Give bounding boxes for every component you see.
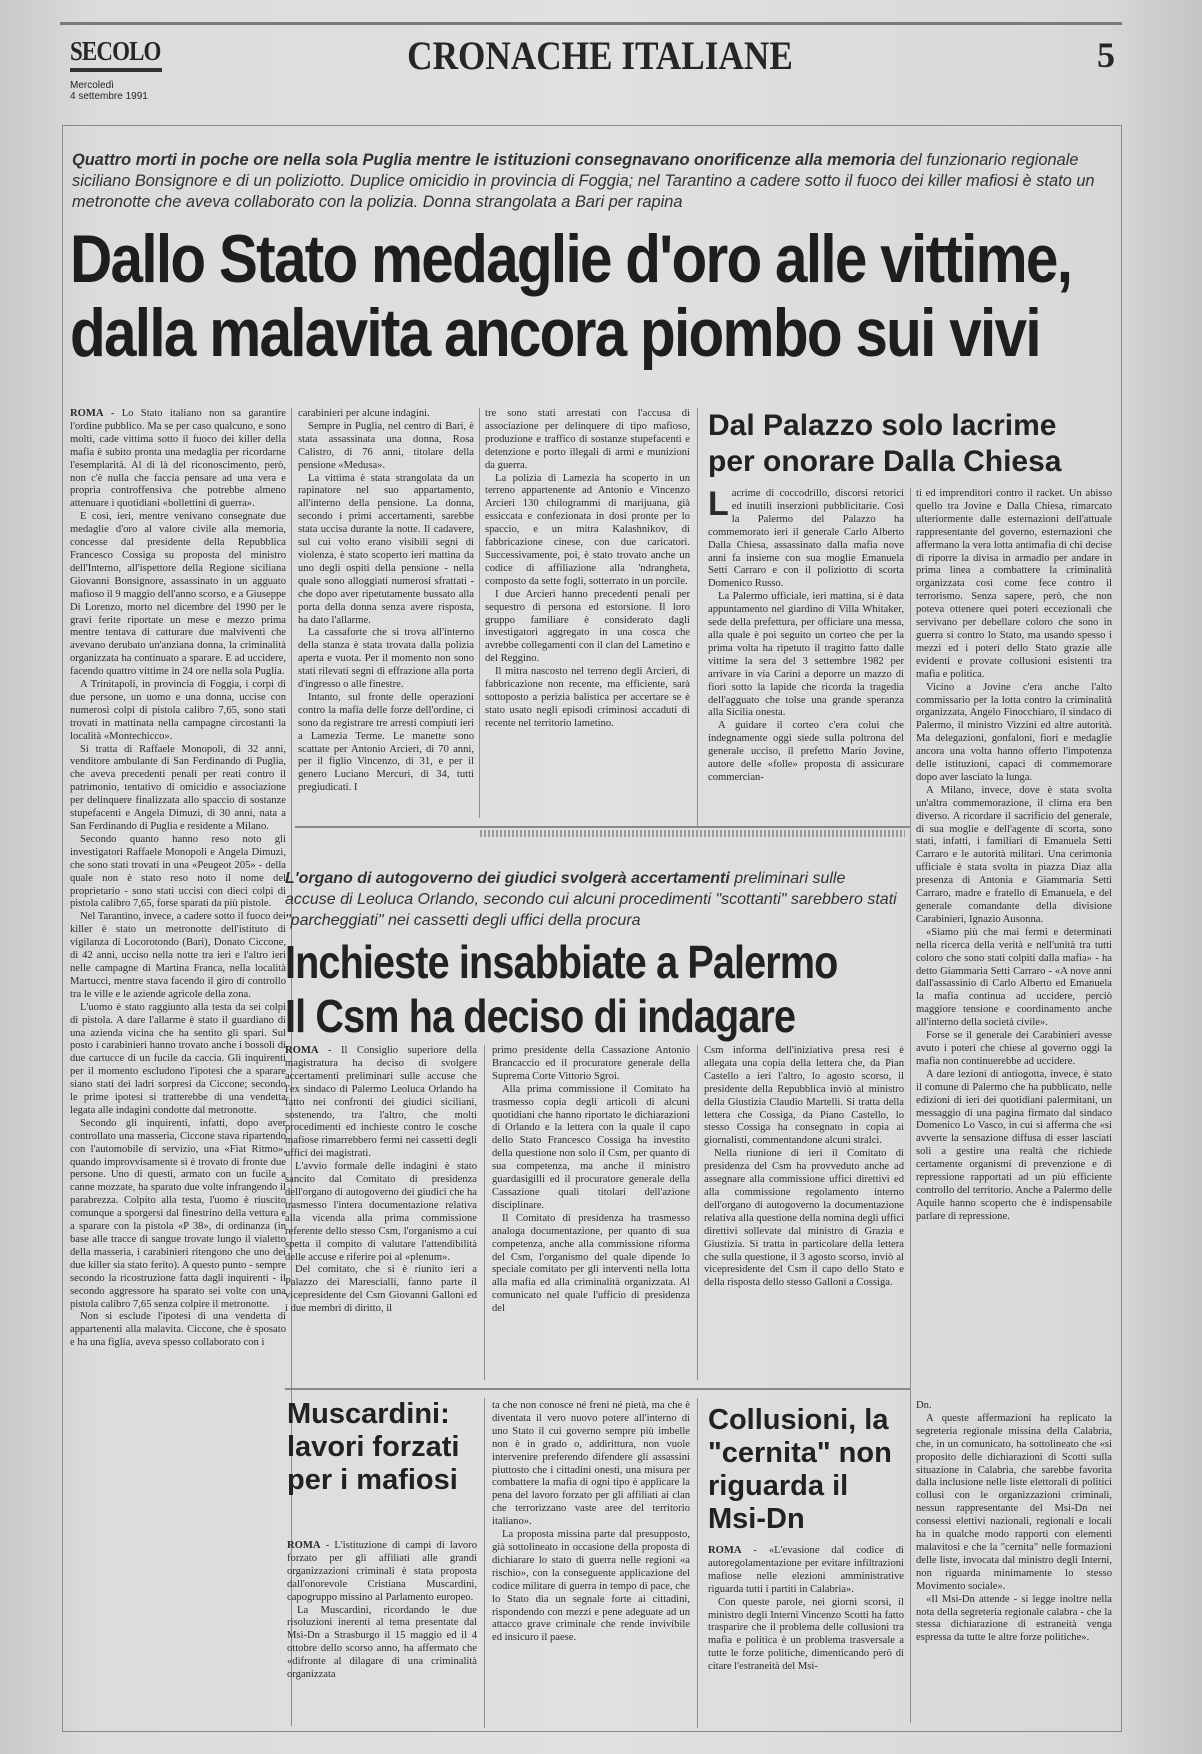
muscardini-column-2 bbox=[492, 1400, 690, 1728]
paragraph: ROMA - L'istituzione di campi di lavoro forzato per gli affiliati alle grandi organizzazioni criminali è stata proposta dall'onorevole Cristiana Muscardini, capogruppo missino al Parlamento europeo. bbox=[287, 1540, 477, 1603]
lead-headline bbox=[70, 221, 1072, 371]
section-title: CRONACHE ITALIANE bbox=[407, 33, 793, 78]
lead-kicker-bold: Quattro morti in poche ore nella sola Puglia mentre le istituzioni consegnavano onorificenze alla memoria bbox=[72, 151, 896, 169]
date-full: 4 settembre 1991 bbox=[70, 91, 148, 102]
lead-column-3 bbox=[485, 408, 690, 818]
column-divider bbox=[484, 1045, 485, 1380]
column-divider bbox=[910, 488, 911, 1723]
dateline: ROMA bbox=[70, 408, 104, 419]
dateline: ROMA bbox=[708, 1545, 742, 1556]
collusioni-column-1 bbox=[708, 1545, 904, 1728]
paragraph: L'avvio formale delle indagini è stato sancito dal Comitato di presidenza dell'organo di autogoverno dei giudici che ha trasmesso l'intera documentazione relativa alla vicenda alla prima commissione referente dello stesso Csm, l'organismo a cui spetta il compito di valutare l'attendibilità delle accuse e riferire poi al «plenum». bbox=[285, 1161, 477, 1263]
column-divider bbox=[697, 1398, 698, 1728]
column-divider bbox=[484, 1398, 485, 1728]
muscardini-headline: Muscardini: lavori forzati per i mafiosi bbox=[287, 1398, 460, 1496]
paragraph: Vicino a Jovine c'era anche l'alto commissario per la lotta contro la criminalità organizzata, Angelo Finocchiaro, il sindaco di Palermo, il ministro Vizzini ed altre autorità. Ma delegazioni, gonfaloni, fiori e medaglie ancora una volta hanno offerto l'impotenza delle istituzioni, capaci di commemorare dopo aver lasciato la lunga. bbox=[916, 681, 1112, 783]
lead-column-1 bbox=[70, 408, 286, 1726]
paragraph: ROMA - «L'evasione dal codice di autoregolamentazione per evitare infiltrazioni mafiose nelle elezioni amministrative riguarda tutti i partiti in Calabria». bbox=[708, 1545, 904, 1595]
paragraph: A Milano, invece, dove è stata svolta un'altra commemorazione, il clima era ben diverso. A ricordare il sacrificio del generale, di sua moglie e dell'agente di scorta, sono stati, infatti, i familiari di Emanuela Setti Carraro e le autorità militari. Una cerimonia ufficiale è stata svolta in piazza Diaz alla presenza di Antonia e Giammaria Setti Carraro, madre e fratello di Emanuela, e del generale comandante della divisione Carabinieri, Ignazio Ausonna. bbox=[916, 784, 1112, 925]
palazzo-headline-line1: Dal Palazzo solo lacrime bbox=[708, 409, 1057, 442]
csm-headline bbox=[285, 935, 887, 1043]
csm-headline-line2: Il Csm ha deciso di indagare bbox=[285, 990, 796, 1042]
paragraph: Non si esclude l'ipotesi di una vendetta di appartenenti alla malavita. Ciccone, che è sposato e ha una figlia, aveva spesso collaborato con i bbox=[70, 1311, 286, 1349]
paragraph: Con queste parole, nei giorni scorsi, il ministro degli Interni Vincenzo Scotti ha fatto trasparire che il problema delle collusioni tra mafia e politica è un problema trasversale a tutte le forze politiche, dimenticando però di citare l'estraneità del Msi- bbox=[708, 1596, 904, 1673]
csm-kicker-rest: preliminari sulle accuse di Leoluca Orlando, secondo cui alcuni procedimenti "scottanti" sarebbero stati "parcheggiati" nei cassetti degli uffici della procura bbox=[285, 870, 897, 929]
paragraph: Secondo gli inquirenti, infatti, dopo aver controllato una masseria, Ciccone stava ripartendo con l'automobile di servizio, una «Fiat Ritmo», quando improvvisamente si è trovato di fronte due persone. Uno di questi, armato con un fucile a canne mozzate, ha sparato due volte infrangendo il parabrezza. Colpito alla testa, l'uomo è riuscito comunque a sporgersi dal finestrino della vettura e a sparare con la pistola «P 38», di ordinanza (in base alle tracce di sangue trovate lungo il vialetto della masseria, i carabinieri ritengono che uno dei due killer sia stato ferito). A questo punto - sempre secondo la ricostruzione fatta dagli inquirenti - il secondo aggressore ha sparato sei volte con una pistola calibro 7,65 senza colpire il metronotte. bbox=[70, 1117, 286, 1310]
paragraph: tre sono stati arrestati con l'accusa di associazione per delinquere di tipo mafioso, produzione e traffico di sostanze stupefacenti e detenzione e porto illegali di armi e munizioni da guerra. bbox=[485, 408, 690, 471]
paragraph: ta che non conosce né freni né pietà, ma che è diventata il vero nuovo potere all'interno di uno Stato il cui governo sempre più imbelle non è in grado o, addirittura, non vuole intervenire preferendo difendere gli assassini piuttosto che i cittadini onesti, una misura per combattere la mafia di ogni tipo è applicare la pena del lavoro forzato per gli affiliati ai clan che terrorizzano vaste aree del territorio italiano». bbox=[492, 1400, 690, 1528]
paragraph: primo presidente della Cassazione Antonio Brancaccio ed il procuratore generale della Suprema Corte Vittorio Sgroi. bbox=[492, 1045, 690, 1082]
paragraph: Alla prima commissione il Comitato ha trasmesso copia degli articoli di alcuni quotidiani che hanno riportato le dichiarazioni di Orlando e la lettera con la quale il capo dello Stato Francesco Cossiga ha investito della questione non solo il Csm, per quanto di sua competenza, ma anche il ministro guardasigilli ed il procuratore generale della Cassazione quali titolari dell'azione disciplinare. bbox=[492, 1083, 690, 1211]
paragraph: La polizia di Lamezia ha scoperto in un terreno appartenente ad Antonio e Vincenzo Arcieri 130 chilogrammi di marijuana, già essiccata e confezionata in dosi pronte per lo spaccio, e un mitra Kalashnikov, di fabbricazione cinese, con due caricatori. Successivamente, poi, è stato trovato anche un codice di affiliazione alla 'ndrangheta, composto da sette fogli, sotterrato in un porcile. bbox=[485, 472, 690, 587]
lead-headline-line2: dalla malavita ancora piombo sui vivi bbox=[70, 295, 1040, 371]
paragraph: La proposta missina parte dal presupposto, già sottolineato in occasione della proposta di dichiarare lo stato di guerra nelle regioni «a rischio», con la conseguente applicazione del codice militare di guerra in tempo di pace, che lo Stato dia un segnale forte ai cittadini, rispondendo con mezzi e pene adeguate ad un attacco grave criminale che rende invivibile ed insicuro il paese. bbox=[492, 1529, 690, 1644]
paragraph: Csm informa dell'iniziativa presa resi è allegata una copia della lettera che, da Pian Castello a ieri l'altro, lo agosto scorso, il presidente della Repubblica inviò al ministro della Giustizia Claudio Martelli. Si tratta della lettera che Cossiga, da Piano Castello, lo stesso Cossiga ha consegnato in copia ai giornalisti, commentandone alcuni stralci. bbox=[704, 1045, 904, 1147]
paragraph: A guidare il corteo c'era colui che indegnamente oggi siede sulla poltrona del generale ucciso, il prefetto Mario Jovine, autore delle «folle» proposta di assicurare commercian- bbox=[708, 720, 904, 783]
paragraph: «Il Msi-Dn attende - si legge inoltre nella nota della segreteria regionale calabra - che la stessa dichiarazione di estraneità venga espressa da tutte le altre forze politiche». bbox=[916, 1593, 1112, 1644]
lead-headline-line1: Dallo Stato medaglie d'oro alle vittime, bbox=[70, 221, 1072, 297]
paragraph: Sempre in Puglia, nel centro di Bari, è stata assassinata una donna, Rosa Calistro, di 76 anni, titolare della pensione «Medusa». bbox=[298, 420, 474, 471]
paragraph: La Palermo ufficiale, ieri mattina, si è data appuntamento nel giardino di Villa Whitaker, sede della prefettura, per officiare una messa, alla quale è poi seguito un corteo che per la prima volta ha ripetuto il tragitto fatto dalle vittime la sera del 3 settembre 1982 per arrivare in via Carini a deporre un mazzo di fiori sotto la lapide che ricorda la tragedia dell'agguato che tolse una grande speranza alla Sicilia onesta. bbox=[708, 591, 904, 719]
csm-headline-line1: Inchieste insabbiate a Palermo bbox=[285, 936, 838, 988]
lead-column-2 bbox=[298, 408, 474, 818]
paragraph: A dare lezioni di antiogotta, invece, è stato il comune di Palermo che ha pubblicato, nelle edizioni di ieri dei quotidiani palermitani, un messaggio di una pagina firmato dal sindaco Domenico Lo Vasco, in cui si afferma che «si avverte la sensazione diffusa di esser lasciati soli a gestire una realtà che richiede certamente organismi di prevenzione e di repressione rapportati ad un più efficiente controllo del territorio. Anche a Palermo delle Aquile hanno scoperto che è indispensabile parlare di repressione. bbox=[916, 1068, 1112, 1222]
paragraph: Il Comitato di presidenza ha trasmesso analoga documentazione, per quanto di sua competenza, anche alla commissione riforma del Csm, l'organismo del quale dipende lo speciale comitato per gli interventi nella lotta alla mafia ed alla criminalità organizzata. Al comunicato nel quale l'ufficio di presidenza del bbox=[492, 1212, 690, 1315]
paragraph: La Muscardini, ricordando le due risoluzioni inerenti al tema presentate dal Msi-Dn a Strasburgo il 15 maggio ed il 4 ottobre dello scorso anno, ha affermato che «difronte al dilagare di una criminalità organizzata bbox=[287, 1604, 477, 1681]
paragraph: Nella riunione di ieri il Comitato di presidenza del Csm ha provveduto anche ad assegnare alla commissione uffici direttivi ed alla commissione regolamento interno dell'organo di autogoverno la documentazione relativa alla questione della nomina degli uffici direttivi sollevate dal ministro di Grazia e Giustizia. Si tratta in particolare della lettera che sulla questione, il 3 agosto scorso, inviò al vicepresidente del Csm il capo dello Stato e della risposta dello stesso Galloni a Cossiga. bbox=[704, 1148, 904, 1289]
dateline: ROMA bbox=[287, 1540, 321, 1551]
paragraph: L'uomo è stato raggiunto alla testa da sei colpi di pistola. A dare l'allarme è stato il guardiano di una azienda vicina che ha sentito gli spari. Sul posto i carabinieri hanno trovato anche i bossoli di due cartucce di un fucile da caccia. Gli inquirenti per il momento escludono l'ipotesi che a sparare siano stati dei ladri sorpresi da Ciccone; secondo le prime ipotesi si tratterebbe di una vendetta legata alle indagini condotte dal metronotte. bbox=[70, 1001, 286, 1116]
paragraph: Secondo quanto hanno reso noto gli investigatori Raffaele Monopoli e Angela Dimuzi, che sono stati trovati in una «Peugeot 205» - della quale non è stato reso noto il nome del proprietario - sono stati uccisi con dieci colpi di pistola calibro 7,65, forse sparati da più pistole. bbox=[70, 833, 286, 910]
paragraph: «Siamo più che mai fermi e determinati nella ricerca della verità e nell'unità tra tutti coloro che sono stati colpiti dalla mafia» - ha detto Giammaria Setti Carraro - «A nove anni dall'assassinio di Carlo Alberto ed Emanuela la mafia continua ad uccidere, perciò maggiore tensione e coordinamento anche all'interno della società civile». bbox=[916, 926, 1112, 1029]
muscardini-column-1 bbox=[287, 1540, 477, 1728]
drop-cap: L bbox=[708, 488, 729, 523]
issue-date bbox=[70, 80, 148, 102]
page-number: 5 bbox=[1097, 35, 1115, 75]
paragraph: Si tratta di Raffaele Monopoli, di 32 anni, venditore ambulante di San Ferdinando di Puglia, che aveva precedenti penali per reati contro il patrimonio, tentativo di omicidio e associazione per delinquere finalizzata allo spaccio di sostanze stupefacenti e Angela Dimuzi, di 30 anni, nata a San Ferdinando di Puglia e residente a Milano. bbox=[70, 743, 286, 832]
csm-column-1 bbox=[285, 1045, 477, 1380]
masthead-bar bbox=[70, 68, 162, 72]
masthead-logo: SECOLO bbox=[70, 36, 161, 66]
paragraph: Forse se il generale dei Carabinieri avesse avuto i poteri che chiese al governo oggi la mafia non continuerebbe ad uccidere. bbox=[916, 1030, 1112, 1067]
paragraph: Intanto, sul fronte delle operazioni contro la mafia delle forze dell'ordine, ci sono da registrare tre arresti compiuti ieri a Lamezia Terme. Le manette sono scattate per Antonio Arcieri, di 70 anni, per il figlio Vincenzo, di 31, e per il genero Luciano Mercuri, di 34, tutti pregiudicati. I bbox=[298, 691, 474, 794]
paragraph: Il mitra nascosto nel terreno degli Arcieri, di fabbricazione non recente, ma efficiente, sarà sottoposto a perizia balistica per accertare se è stato usato negli episodi criminosi accaduti di recente nel territorio lametino. bbox=[485, 666, 690, 729]
paragraph: ti ed imprenditori contro il racket. Un abisso quello tra Jovine e Dalla Chiesa, rimarcato ulteriormente dalle esternazioni dell'attuale rappresentante del governo, esternazioni che affermano la vera lotta antimafia di chi decise di riporre la divisa in armadio per andare in prima linea a combattere la criminalità organizzata così come fece contro il terrorismo. Senza sapere, però, che non poteva ottenere quei poteri eccezionali che servivano per debellare coloro che sono in guerra si contro lo Stato, ma usando spesso i mezzi ed i poteri dello Stato grazie alle evidenti e provate collusioni esistenti tra mafia e politica. bbox=[916, 488, 1112, 680]
column-divider bbox=[697, 408, 698, 828]
collusioni-headline: Collusioni, la "cernita" non riguarda il Msi-Dn bbox=[708, 1404, 892, 1535]
paragraph: La vittima è stata strangolata da un rapinatore nel suo appartamento, all'interno della pensione. La donna, secondo i primi accertamenti, sarebbe stata uccisa durante la notte. Il cadavere, sul cui volto erano visibili segni di violenza, è stato scoperto ieri mattina da uno degli ospiti della pensione - nella quale sono alloggiati numerosi sfrattati - che dopo aver ripetutamente bussato alla porta della donna senza avere risposta, ha dato l'allarme. bbox=[298, 472, 474, 626]
column-divider bbox=[479, 408, 480, 818]
paragraph: ROMA - Lo Stato italiano non sa garantire l'ordine pubblico. Ma se per caso qualcuno, e sono molti, cade vittima sotto il fuoco dei killer della mafia è subito pronta una medaglia per ricordarne l'esemplarità. Al di là del riconoscimento, però, non c'è nulla che faccia pensare ad una vera e propria controffensiva che potrebbe almeno attenuare i quotidiani «bollettini di guerra». bbox=[70, 408, 286, 510]
paragraph: Dn. bbox=[916, 1400, 932, 1411]
palazzo-headline-line2: per onorare Dalla Chiesa bbox=[708, 445, 1062, 478]
palazzo-headline bbox=[708, 408, 1108, 480]
palazzo-column-1 bbox=[708, 488, 904, 828]
paragraph: E così, ieri, mentre venivano consegnate due medaglie d'oro al valore civile alla memoria, concesse dal presidente della Repubblica Francesco Cossiga su proposta del ministro dell'Interno, all'ispettore della Regione siciliana Giovanni Bonsignore, assassinato in un agguato mafioso il 9 maggio dell'anno scorso, e a Giuseppe Di Lorenzo, morto nel dicembre del 1990 per le gravi ferite riportate un mese e mezzo prima mentre tentava di catturare due malviventi che avevano derubato un'anziana donna, la criminalità organizzata ha continuato a sparare. E ad uccidere, facendo quattro vittime in 24 ore nella sola Puglia. bbox=[70, 511, 286, 678]
dateline: ROMA bbox=[285, 1045, 319, 1056]
paragraph: carabinieri per alcune indagini. bbox=[298, 408, 430, 419]
csm-column-3 bbox=[704, 1045, 904, 1380]
date-weekday: Mercoledì bbox=[70, 80, 114, 91]
collusioni-column-2 bbox=[916, 1400, 1112, 1728]
paragraph: A queste affermazioni ha replicato la segreteria regionale missina della Calabria, che, in un comunicato, ha sottolineato che «si proposito delle dichiarazioni di Scotti sulla situazione in Calabria, che sarebbe favorita dalla inclusione nelle liste elettorali di politici collusi con le organizzazioni criminali, nessun rappresentante del Msi-Dn nei consessi elettivi nazionali, regionali e locali ha in qualche modo rapporti con elementi malavitosi e che la "cernita" nelle formazioni delle liste, invocata dal ministro degli Interni, non riguarda minimamente lo stesso Movimento sociale». bbox=[916, 1412, 1112, 1592]
paragraph: ROMA - Il Consiglio superiore della magistratura ha deciso di svolgere accertamenti preliminari sulle accuse che l'ex sindaco di Palermo Leoluca Orlando ha fatto nei confronti dei giudici siciliani, sostenendo, tra l'altro, che molti procedimenti ed inchieste contro le cosche mafiose rimarrebbero fermi nei cassetti degli uffici dei magistrati. bbox=[285, 1045, 477, 1160]
lead-kicker-rest: del funzionario regionale siciliano Bonsignore e di un poliziotto. Duplice omicidio in provincia di Foggia; nel Tarantino a cadere sotto il fuoco dei killer mafiosi è stato un metronotte che aveva collaborato con la polizia. Donna strangolata a Bari per rapina bbox=[72, 151, 1095, 211]
lead-kicker bbox=[72, 150, 1102, 213]
paragraph: Nel Tarantino, invece, a cadere sotto il fuoco dei killer è stato un metronotte dell'istituto di vigilanza di Locorotondo (Bari), Donato Ciccone, di 42 anni, ucciso nella notte tra ieri e l'altro ieri nelle campagne di Martina Franca, nella località Martucci, mentre stava facendo il giro di controllo tra le ville e le aziende agricole della zona. bbox=[70, 911, 286, 1000]
column-divider bbox=[697, 1045, 698, 1380]
section-divider bbox=[295, 826, 910, 828]
csm-kicker bbox=[285, 868, 900, 931]
divider-stripe bbox=[480, 830, 905, 837]
paragraph: A Trinitapoli, in provincia di Foggia, i corpi di due persone, un uomo e una donna, uccise con numerosi colpi di pistola calibro 7,65, sono stati trovati in mattinata nella campagne circostanti la località «Montechicco». bbox=[70, 679, 286, 742]
paragraph: Lacrime di coccodrillo, discorsi retorici ed inutili inserzioni pubblicitarie. Così la Palermo del Palazzo ha commemorato ieri il generale Carlo Alberto Dalla Chiesa, assassinato dalla mafia nove anni fa insieme con sua moglie Emanuela Setti Carraro e con il poliziotto di scorta Domenico Russo. bbox=[708, 488, 904, 590]
paragraph: La cassaforte che si trova all'interno della stanza è stata trovata dalla polizia aperta e vuota. Per il momento non sono stati rilevati segni di effrazione alla porta d'ingresso o alle finestre. bbox=[298, 627, 474, 691]
csm-column-2 bbox=[492, 1045, 690, 1380]
csm-kicker-bold: L'organo di autogoverno dei giudici svolgerà accertamenti bbox=[285, 870, 730, 887]
paragraph: Del comitato, che si è riunito ieri a Palazzo dei Marescialli, fanno parte il vicepresidente del Csm Giovanni Galloni ed i due membri di diritto, il bbox=[285, 1264, 477, 1315]
top-rule bbox=[60, 22, 1122, 25]
palazzo-column-2 bbox=[916, 488, 1112, 1378]
section-divider bbox=[285, 1388, 910, 1390]
paragraph: I due Arcieri hanno precedenti penali per sequestro di persona ed estorsione. Il loro gruppo familiare è considerato dagli investigatori aggregato in una cosca che avrebbe collegamenti con il clan del Lametino e del Reggino. bbox=[485, 588, 690, 665]
